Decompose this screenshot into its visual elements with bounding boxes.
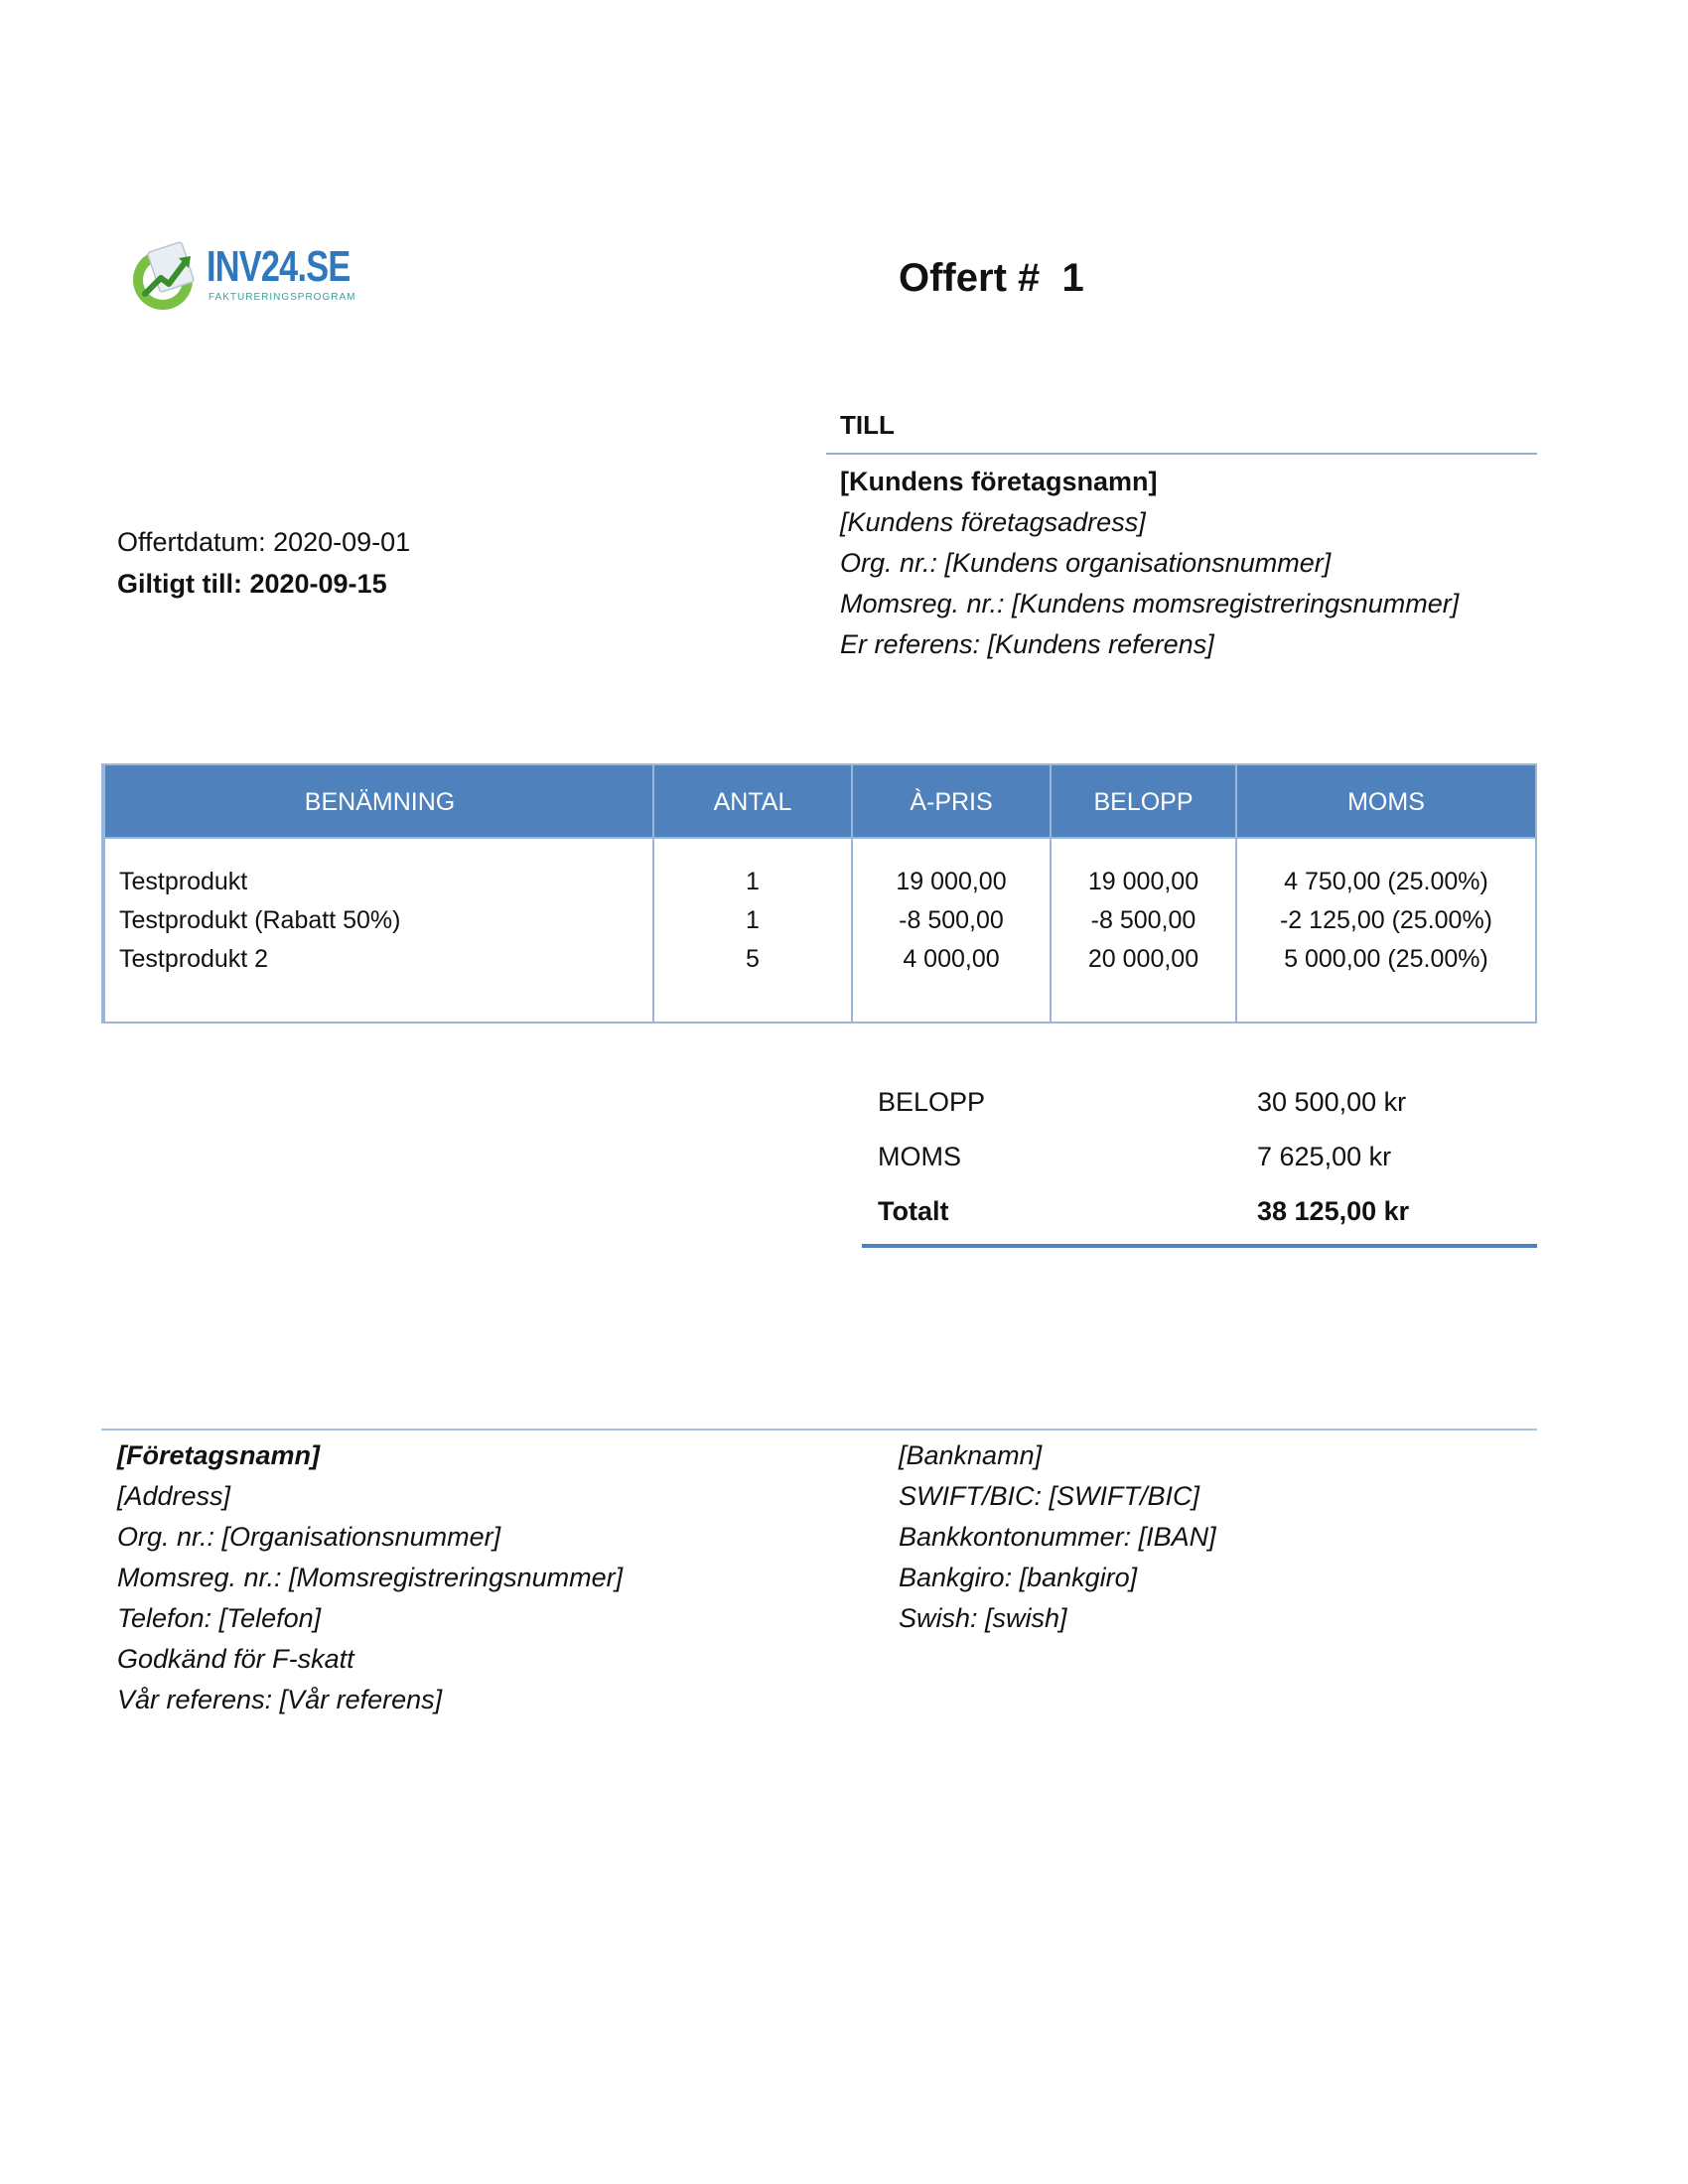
quantity-cells	[654, 863, 851, 979]
sender-company: [Företagsnamn]	[117, 1440, 321, 1470]
item-name: Testprodukt (Rabatt 50%)	[119, 906, 401, 934]
totals-total-row	[862, 1196, 1537, 1251]
item-qty: 5	[746, 945, 760, 973]
sender-vat-nr: Momsreg. nr.: [Momsregistreringsnummer]	[117, 1563, 624, 1592]
item-amount: 19 000,00	[1087, 868, 1199, 895]
logo-tagline: FAKTURERINGSPROGRAM	[209, 292, 356, 303]
description-cells	[119, 863, 645, 979]
item-vat: -2 125,00 (25.00%)	[1279, 906, 1493, 934]
bank-swift: SWIFT/BIC: [SWIFT/BIC]	[899, 1481, 1199, 1511]
column-unit-price	[851, 765, 1050, 1022]
recipient-org-nr: Org. nr.: [Kundens organisationsnummer]	[840, 548, 1332, 578]
company-logo	[127, 238, 355, 318]
sender-f-tax: Godkänd för F-skatt	[117, 1644, 354, 1674]
vat-cells	[1237, 863, 1535, 979]
recipient-company: [Kundens företagsnamn]	[840, 467, 1158, 496]
sender-phone: Telefon: [Telefon]	[117, 1603, 322, 1633]
item-vat: 5 000,00 (25.00%)	[1284, 945, 1488, 973]
item-vat: 4 750,00 (25.00%)	[1284, 868, 1488, 895]
amount-cells	[1052, 863, 1235, 979]
header-description: BENÄMNING	[304, 788, 456, 816]
offer-date: Offertdatum: 2020-09-01	[117, 527, 411, 557]
unit-price-cells	[853, 863, 1050, 979]
sender-address: [Address]	[117, 1481, 231, 1511]
sender-org-nr: Org. nr.: [Organisationsnummer]	[117, 1522, 501, 1552]
item-amount: 20 000,00	[1087, 945, 1199, 973]
logo-icon	[127, 238, 203, 314]
totals-divider	[862, 1244, 1537, 1248]
logo-name: INV24.SE	[207, 242, 351, 291]
offer-dates	[117, 521, 410, 605]
bank-swish: Swish: [swish]	[899, 1603, 1067, 1633]
bank-block	[899, 1435, 1216, 1639]
column-vat	[1235, 765, 1535, 1022]
column-quantity	[652, 765, 851, 1022]
recipient-vat-nr: Momsreg. nr.: [Kundens momsregistreringsnummer]	[840, 589, 1460, 618]
header-unit-price: À-PRIS	[910, 788, 993, 816]
recipient-address: [Kundens företagsadress]	[840, 507, 1146, 537]
item-unit-price: 19 000,00	[896, 868, 1007, 895]
totals-vat-value: 7 625,00 kr	[1257, 1142, 1392, 1171]
totals-vat-label: MOMS	[878, 1142, 961, 1171]
sender-block	[117, 1435, 623, 1720]
item-name: Testprodukt	[119, 868, 248, 895]
item-qty: 1	[746, 868, 760, 895]
header-amount: BELOPP	[1093, 788, 1194, 816]
totals-total-value: 38 125,00 kr	[1257, 1196, 1410, 1226]
footer-divider	[101, 1429, 1537, 1431]
header-quantity: ANTAL	[713, 788, 792, 816]
recipient-block	[840, 462, 1459, 665]
recipient-divider	[826, 453, 1537, 455]
column-description	[103, 765, 652, 1022]
item-name: Testprodukt 2	[119, 945, 269, 973]
totals-amount-label: BELOPP	[878, 1087, 986, 1117]
totals-amount-row	[862, 1087, 1537, 1142]
totals-total-label: Totalt	[878, 1196, 949, 1226]
item-qty: 1	[746, 906, 760, 934]
item-unit-price: 4 000,00	[903, 945, 1000, 973]
totals-block	[862, 1087, 1537, 1251]
totals-amount-value: 30 500,00 kr	[1257, 1087, 1407, 1117]
sender-reference: Vår referens: [Vår referens]	[117, 1685, 443, 1714]
totals-vat-row	[862, 1142, 1537, 1196]
valid-until: Giltigt till: 2020-09-15	[117, 569, 387, 599]
bank-iban: Bankkontonummer: [IBAN]	[899, 1522, 1216, 1552]
column-amount	[1050, 765, 1235, 1022]
item-unit-price: -8 500,00	[899, 906, 1004, 934]
document-title: Offert # 1	[899, 256, 1084, 300]
bank-bankgiro: Bankgiro: [bankgiro]	[899, 1563, 1138, 1592]
item-amount: -8 500,00	[1090, 906, 1196, 934]
header-vat: MOMS	[1347, 788, 1425, 816]
recipient-heading: TILL	[840, 410, 895, 440]
bank-name: [Banknamn]	[899, 1440, 1043, 1470]
items-table	[101, 763, 1537, 1024]
recipient-reference: Er referens: [Kundens referens]	[840, 629, 1214, 659]
